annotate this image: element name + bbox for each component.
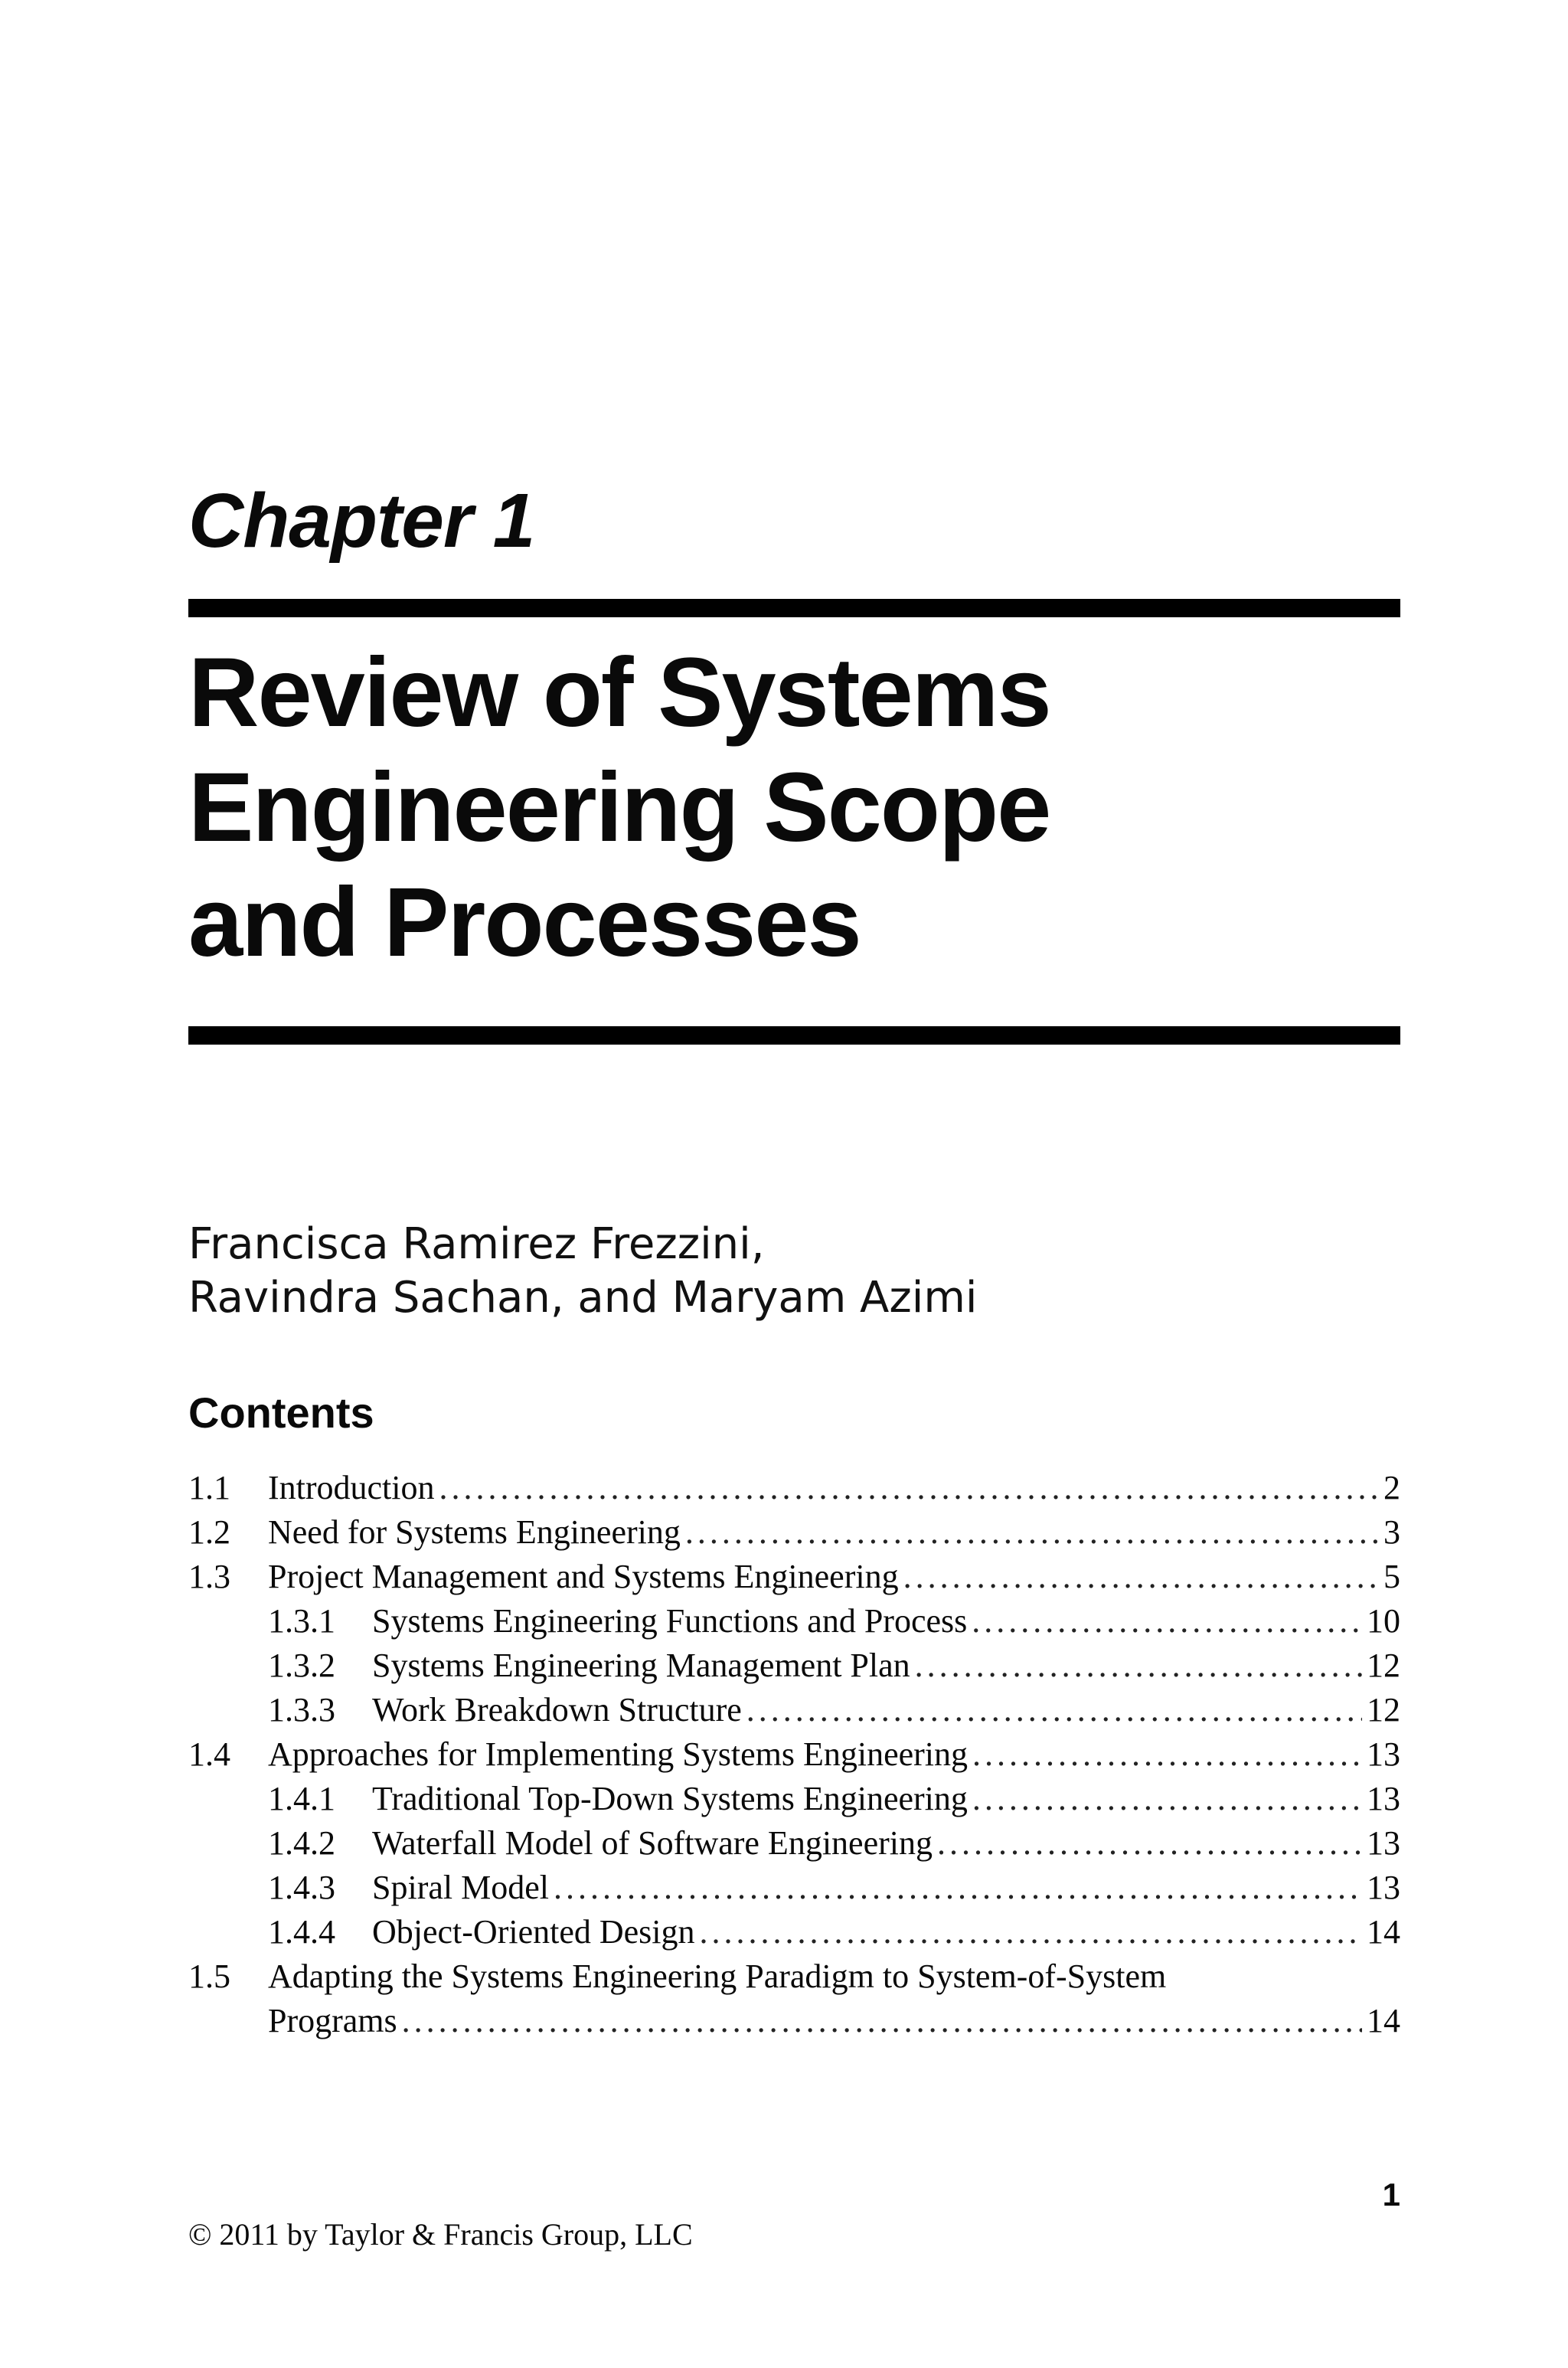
toc-section-number: 1.4.4 <box>268 1913 335 1951</box>
copyright-notice: © 2011 by Taylor & Francis Group, LLC <box>188 2217 693 2252</box>
toc-section-number: 1.4.3 <box>268 1869 335 1906</box>
toc-page-number: 13 <box>1367 1735 1400 1773</box>
toc-section-title: Spiral Model <box>372 1869 549 1906</box>
page-number: 1 <box>1382 2177 1400 2213</box>
toc-section-number: 1.3.3 <box>268 1691 335 1729</box>
toc-subentry[interactable] <box>188 1910 1400 1954</box>
toc-page-number: 3 <box>1383 1513 1400 1551</box>
toc-subentry[interactable] <box>188 1821 1400 1866</box>
chapter-title <box>188 636 1400 980</box>
toc-section-title: Systems Engineering Functions and Process <box>372 1602 968 1640</box>
toc-page-number: 10 <box>1367 1602 1400 1640</box>
chapter-title-line: Review of Systems <box>188 638 1050 747</box>
toc-page-number: 2 <box>1383 1469 1400 1506</box>
toc-dot-leader <box>972 1599 1362 1644</box>
toc-page-number: 13 <box>1367 1824 1400 1862</box>
chapter-title-line: and Processes <box>188 868 861 977</box>
toc-dot-leader <box>972 1777 1362 1821</box>
toc-subentry[interactable] <box>188 1599 1400 1644</box>
toc-section-number: 1.3 <box>188 1558 230 1595</box>
toc-dot-leader <box>685 1510 1379 1555</box>
chapter-rule-top <box>188 599 1400 617</box>
toc-section-title: Approaches for Implementing Systems Engineering <box>268 1735 969 1773</box>
toc-section-number: 1.3.1 <box>268 1602 335 1640</box>
toc-entry[interactable] <box>188 1732 1400 1777</box>
toc-page-number: 12 <box>1367 1691 1400 1729</box>
contents-heading: Contents <box>188 1388 374 1437</box>
toc-page-number: 14 <box>1367 2002 1400 2039</box>
toc-section-title: Work Breakdown Structure <box>372 1691 742 1729</box>
toc-dot-leader <box>746 1688 1362 1732</box>
toc-entry[interactable] <box>188 1510 1400 1555</box>
toc-section-number: 1.3.2 <box>268 1647 335 1684</box>
toc-section-title: Waterfall Model of Software Engineering <box>372 1824 933 1862</box>
toc-page-number: 5 <box>1383 1558 1400 1595</box>
toc-section-title: Need for Systems Engineering <box>268 1513 681 1551</box>
toc-section-title: Introduction <box>268 1469 435 1506</box>
toc-entry[interactable] <box>188 1555 1400 1599</box>
toc-dot-leader <box>439 1466 1379 1510</box>
toc-page-number: 12 <box>1367 1647 1400 1684</box>
toc-section-title: Systems Engineering Management Plan <box>372 1647 910 1684</box>
toc-subentry[interactable] <box>188 1644 1400 1688</box>
toc-section-number: 1.4.1 <box>268 1780 335 1817</box>
toc-section-number: 1.4 <box>188 1735 230 1773</box>
toc-section-title: Project Management and Systems Engineering <box>268 1558 899 1595</box>
toc-page-number: 13 <box>1367 1780 1400 1817</box>
toc-page-number: 13 <box>1367 1869 1400 1906</box>
toc-section-title: Traditional Top-Down Systems Engineering <box>372 1780 968 1817</box>
toc-section-title: Object-Oriented Design <box>372 1913 695 1951</box>
toc-dot-leader <box>937 1821 1362 1866</box>
author-line: Francisca Ramirez Frezzini, <box>188 1219 765 1269</box>
toc-section-title-continued: Programs <box>268 2002 397 2039</box>
chapter-label: Chapter 1 <box>188 478 535 564</box>
table-of-contents <box>188 1466 1400 2043</box>
toc-subentry[interactable] <box>188 1777 1400 1821</box>
chapter-rule-bottom <box>188 1026 1400 1045</box>
toc-section-number: 1.5 <box>188 1958 230 1995</box>
toc-dot-leader <box>554 1866 1362 1910</box>
toc-section-number: 1.1 <box>188 1469 230 1506</box>
toc-entry-continuation[interactable] <box>188 1999 1400 2043</box>
toc-dot-leader <box>402 1999 1362 2043</box>
toc-dot-leader <box>972 1732 1362 1777</box>
toc-entry[interactable] <box>188 1954 1400 1999</box>
toc-dot-leader <box>700 1910 1362 1954</box>
toc-subentry[interactable] <box>188 1866 1400 1910</box>
toc-section-number: 1.4.2 <box>268 1824 335 1862</box>
toc-section-number: 1.2 <box>188 1513 230 1551</box>
author-list <box>188 1218 977 1325</box>
toc-entry[interactable] <box>188 1466 1400 1510</box>
author-line: Ravindra Sachan, and Maryam Azimi <box>188 1273 978 1323</box>
toc-dot-leader <box>915 1644 1362 1688</box>
toc-subentry[interactable] <box>188 1688 1400 1732</box>
toc-section-title: Adapting the Systems Engineering Paradigm to System-of-System <box>268 1958 1167 1995</box>
chapter-title-line: Engineering Scope <box>188 753 1050 862</box>
toc-page-number: 14 <box>1367 1913 1400 1951</box>
toc-dot-leader <box>903 1555 1379 1599</box>
